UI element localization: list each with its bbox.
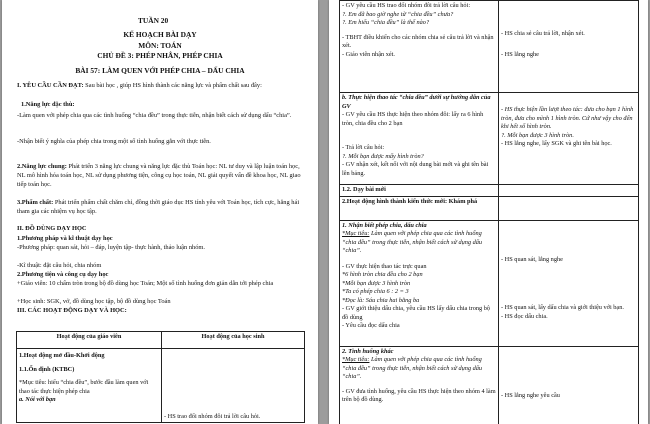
r6-goal: Làm quen với phép chia qua các tình huống “chia đều” trong thực tiễn, nhận biết cách sử dụng dấu “chia”. bbox=[342, 356, 483, 380]
student-cell-1 bbox=[499, 1, 639, 93]
r5-demo: - GV thực hiện thao tác trực quan bbox=[342, 262, 427, 270]
r6-task: - GV đưa tình huống, yêu cầu HS thực hiện theo nhóm 4 làm trên bộ đồ dùng. bbox=[342, 387, 496, 403]
warmup-goal: *Mục tiêu: hiểu “chia đều”, bước đầu làm quen với thao tác thực hiện phép chia bbox=[19, 379, 149, 395]
r1-teacher-comment: - Giáo viên nhận xét. bbox=[342, 50, 395, 58]
qualities-heading: 3.Phẩm chất: bbox=[17, 199, 54, 206]
week-label: TUẦN 20 bbox=[138, 16, 169, 25]
specific-competence-a: -Làm quen với phép chia qua các tình huống “chia đều” trong thực tiễn, nhận biết cách sử dụng dấu “chia”. bbox=[17, 112, 292, 119]
teacher-cell-5 bbox=[340, 220, 499, 346]
objectives-section bbox=[17, 82, 303, 91]
lesson-title: BÀI 57: LÀM QUEN VỚI PHÉP CHIA – DẤU CHIA bbox=[75, 66, 245, 75]
objectives-heading: I. YÊU CẦU CẦN ĐẠT: bbox=[17, 82, 84, 89]
student-cell bbox=[162, 349, 305, 423]
r6-goal-label: *Mục tiêu: bbox=[342, 356, 370, 363]
student-tools: +Học sinh: SGK, vở, đồ dùng học tập, bộ đồ dùng học Toán bbox=[17, 298, 171, 305]
qualities-text: Phát triển phẩm chất chăm chỉ, đồng thời giáo dục HS tính yêu với Toán học, tích cực, hăng hái tham gia các nhiệm vụ học tập. bbox=[17, 199, 300, 215]
topic-title: CHỦ ĐỀ 3: PHÉP NHÂN, PHÉP CHIA bbox=[97, 51, 223, 60]
plan-title: KẾ HOẠCH BÀI DẠY bbox=[123, 30, 197, 39]
teacher-cell bbox=[17, 349, 162, 423]
teacher-cell-1 bbox=[340, 1, 499, 93]
activities-table-left bbox=[16, 331, 305, 423]
techniques-text: -Kĩ thuật: đặt câu hỏi, chia nhóm bbox=[17, 262, 102, 269]
r6-heading: 2. Tình huống khác bbox=[342, 347, 394, 355]
r2-student-1: - HS thực hiện lần lượt theo tác: đưa cho bạn 1 hình tròn, đưa cho mình 1 hình tròn. Cứ như vậy cho đến khi hết số hình tròn. bbox=[501, 106, 634, 130]
specific-competence-b: -Nhận biết ý nghĩa của phép chia trong một số tình huống gắn với thực tiễn. bbox=[17, 138, 211, 145]
student-answer: - HS trao đổi nhóm đôi trả lời câu hỏi. bbox=[164, 412, 261, 420]
r2-connect: - GV nhận xét, kết nối với nội dung bài mới và ghi tên bài lên bảng. bbox=[342, 161, 489, 177]
r5-student-1: - HS quan sát, lắng nghe bbox=[501, 255, 563, 263]
r5-goal: Làm quen với phép chia qua các tình huống “chia đều” trong thực tiễn, nhận biết cách sử dụng dấu “chia”. bbox=[342, 230, 483, 254]
r2-task: - GV yêu cầu HS thực hiện theo nhóm đôi: lấy ra 6 hình tròn, chia đều cho 2 bạn bbox=[342, 111, 484, 127]
r1-question-2: ?. Em hiểu “chia đều” là thế nào? bbox=[342, 19, 430, 26]
warmup-sub: 1.1.Ổn định (KTBC) bbox=[19, 365, 75, 373]
r1-task: - GV yêu cầu HS trao đổi nhóm đôi trả lời câu hỏi: bbox=[342, 2, 471, 9]
r2-answer-prompt: - Trả lời câu hỏi: bbox=[342, 144, 385, 151]
tools-heading: 2.Phương tiện và công cụ dạy học bbox=[17, 271, 109, 278]
teacher-cell-2 bbox=[340, 93, 499, 185]
discovery-blank bbox=[499, 196, 639, 220]
r5-heading: 1. Nhận biết phép chia, dấu chia bbox=[342, 221, 427, 229]
activities-table-right bbox=[339, 0, 639, 424]
r6-student-1: - HS lắng nghe yêu cầu bbox=[501, 391, 560, 399]
subject-title: MÔN: TOÁN bbox=[138, 41, 182, 50]
qualities bbox=[17, 199, 303, 217]
r2-heading: b. Thực hiện thao tác “chia đều” dưới sự hướng dẫn của GV bbox=[342, 94, 491, 110]
r1-question-1: ?. Em đã bao giờ nghe từ “chia đều” chưa? bbox=[342, 10, 454, 18]
r5-step-1: *6 hình tròn chia đều cho 2 bạn bbox=[342, 271, 423, 278]
r5-read-sign: - Yêu cầu đọc dấu chia bbox=[342, 322, 400, 329]
new-lesson-cell: 1.2. Dạy bài mới bbox=[340, 185, 499, 197]
r2-student-2: ?. Mỗi bạn được 3 hình tròn. bbox=[501, 131, 574, 139]
methods-text: -Phương pháp: quan sát, hỏi – đáp, luyện tập- thực hành, thảo luận nhóm. bbox=[17, 244, 205, 251]
specific-competence-heading: 1.Năng lực đặc thù: bbox=[21, 101, 75, 108]
col-teacher-header: Hoạt động của giáo viên bbox=[17, 332, 162, 349]
r1-student-1: - HS chia sẻ câu trả lời, nhận xét. bbox=[501, 30, 585, 37]
r5-goal-label: *Mục tiêu: bbox=[342, 230, 370, 237]
new-lesson-blank bbox=[499, 185, 639, 197]
discovery-cell: 2.Hoạt động hình thành kiến thức mới: Khám phá bbox=[340, 196, 499, 220]
activities-heading: III. CÁC HOẠT ĐỘNG DẠY VÀ HỌC: bbox=[17, 307, 127, 314]
r2-student-3: - HS lắng nghe, lấy SGK và ghi tên bài học. bbox=[501, 140, 612, 147]
r5-intro-sign: - GV giới thiệu dấu chia, yêu cầu HS lấy dấu chia trong bộ đồ dùng bbox=[342, 305, 491, 321]
general-competence bbox=[17, 163, 303, 189]
r2-question: ?. Mỗi bạn được mấy hình tròn? bbox=[342, 152, 424, 160]
r1-student-2: - HS lắng nghe bbox=[501, 50, 539, 58]
methods-heading: 1.Phương pháp và kĩ thuật dạy học bbox=[17, 235, 113, 242]
teacher-cell-6 bbox=[340, 346, 499, 424]
warmup-part-a: a. Nói với bạn bbox=[19, 396, 56, 403]
general-competence-heading: 2.Năng lực chung: bbox=[17, 163, 67, 170]
warmup-heading: 1.Hoạt động mở đầu-Khởi động bbox=[19, 352, 105, 359]
materials-heading: II. ĐỒ DÙNG DẠY HỌC bbox=[17, 225, 87, 232]
r5-step-3: *Ta có phép chia 6 : 2 = 3 bbox=[342, 288, 409, 295]
r5-step-4: *Đọc là: Sáu chia hai bằng ba bbox=[342, 296, 420, 304]
r1-tbht: - TBHT điều khiển cho các nhóm chia sẻ câu trả lời và nhận xét. bbox=[342, 33, 494, 49]
general-competence-text: Phát triển 3 năng lực chung và năng lực đặc thù Toán học: NL tư duy và lập luận toán học, NL mô hình hóa toán học, NL sử dụng phương tiện, công cụ học toán, NL giải quyết vấn đề khoa học, NL giao tiếp toán học. bbox=[17, 163, 301, 188]
r5-student-2: - HS quan sát, lấy dấu chia và giới thiệu với bạn. bbox=[501, 304, 624, 311]
document-page-left bbox=[2, 0, 318, 424]
r5-student-3: - HS đọc dấu chia. bbox=[501, 312, 548, 320]
student-cell-6 bbox=[499, 346, 639, 424]
teacher-tools: +Giáo viên: 10 chấm tròn trong bộ đồ dùng học Toán; Một số tình huống đơn giản dẫn tới phép chia bbox=[17, 280, 274, 287]
document-page-right bbox=[329, 0, 648, 424]
objectives-intro: Sau bài học , giúp HS hình thành các năng lực và phẩm chất sau đây: bbox=[83, 82, 262, 89]
col-student-header: Hoạt động của học sinh bbox=[162, 332, 305, 349]
r5-step-2: *Mỗi bạn được 3 hình tròn bbox=[342, 279, 411, 287]
student-cell-5 bbox=[499, 220, 639, 346]
student-cell-2 bbox=[499, 93, 639, 185]
